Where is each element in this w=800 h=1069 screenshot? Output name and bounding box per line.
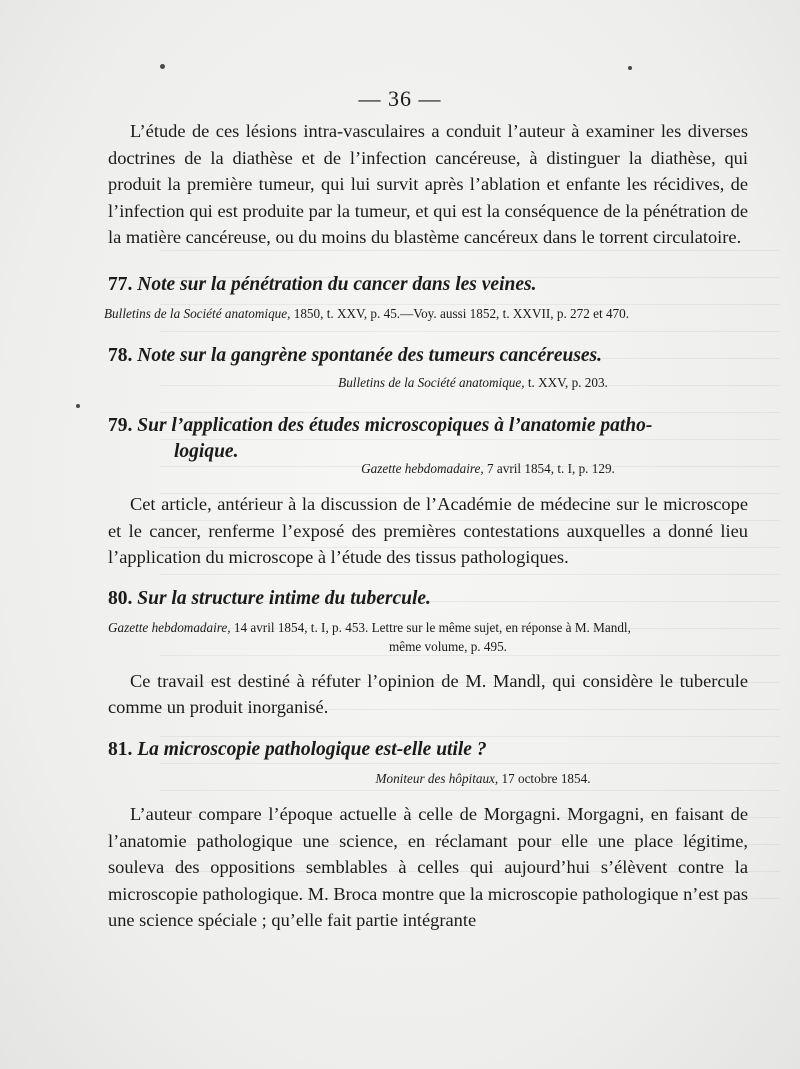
entry-number: 80.: [108, 587, 133, 609]
entry-reference: [108, 769, 748, 788]
entry-title-text: Note sur la pénétration du cancer dans les veines.: [137, 273, 537, 295]
entry-title-text: Sur la structure intime du tubercule.: [137, 587, 431, 609]
entry-title: [108, 586, 748, 612]
reference-details: 14 avril 1854, t. I, p. 453. Lettre sur le même sujet, en réponse à M. Mandl,: [230, 619, 631, 635]
entry-description: Cet article, antérieur à la discussion de l’Académie de médecine sur le microscope et le cancer, renferme l’exposé des premières contestations auxquelles a donné lieu l’application du microscope à l’étude des tissus pathologiques.: [108, 493, 748, 568]
entry-title: [108, 343, 748, 369]
journal-name: Moniteur des hôpitaux,: [375, 770, 499, 786]
entry-80: [108, 586, 748, 721]
entry-description: L’auteur compare l’époque actuelle à celle de Morgagni. Morgagni, en faisant de l’anatomie pathologique une science, en réclamant pour elle une place légitime, souleva des oppositions semblables à celles qui aujourd’hui s’élèvent contre la microscopie pathologique. M. Broca montre que la microscopie pathologique n’est pas une science spéciale ; qu’elle fait partie intégrante: [108, 803, 748, 931]
entry-title-text: Sur l’application des études microscopiques à l’anatomie patho-: [137, 414, 653, 436]
ink-speck: [76, 404, 80, 408]
entry-number: 81.: [108, 738, 133, 760]
entry-number: 79.: [108, 414, 133, 436]
entry-description: Ce travail est destiné à réfuter l’opinion de M. Mandl, qui considère le tubercule comme un produit inorganisé.: [108, 670, 748, 718]
ink-speck: [160, 64, 165, 69]
entry-77: [104, 272, 748, 323]
journal-name: Bulletins de la Société anatomique,: [104, 305, 291, 321]
entry-title: [108, 737, 748, 763]
entry-title-continuation: logique.: [174, 440, 239, 462]
page-number: — 36 —: [358, 86, 442, 111]
reference-details: t. XXV, p. 203.: [524, 374, 608, 390]
entry-title: [108, 413, 748, 465]
entry-reference: [108, 373, 748, 392]
entry-title-text: La microscopie pathologique est-elle utile ?: [137, 738, 487, 760]
reference-details: 7 avril 1854, t. I, p. 129.: [483, 460, 615, 476]
entry-reference-continuation: même volume, p. 495.: [389, 638, 507, 654]
entry-number: 77.: [108, 273, 133, 295]
entry-78: [108, 343, 748, 392]
ink-speck: [628, 66, 632, 70]
entry-reference: [108, 618, 748, 637]
intro-paragraph: L’étude de ces lésions intra-vasculaires a conduit l’auteur à examiner les diverses doctrines de la diathèse et de l’infection cancéreuse, à distinguer la diathèse, qui produit la première tumeur, qui lui survit après l’ablation et enfante les récidives, de l’infection qui est produite par la tumeur, et qui est la conséquence de la pénétration de la matière cancéreuse, ou du moins du blastème cancéreux dans le torrent circulatoire.: [108, 121, 748, 248]
reference-details: 17 octobre 1854.: [498, 770, 591, 786]
entry-79: [108, 413, 748, 571]
entry-81: [108, 737, 748, 934]
entry-number: 78.: [108, 344, 133, 366]
entry-reference: [104, 304, 748, 323]
journal-name: Gazette hebdomadaire,: [108, 619, 231, 635]
journal-name: Gazette hebdomadaire,: [361, 460, 484, 476]
journal-name: Bulletins de la Société anatomique,: [338, 374, 525, 390]
page-content: [104, 118, 748, 934]
reference-details: 1850, t. XXV, p. 45.—Voy. aussi 1852, t. XXVII, p. 272 et 470.: [290, 305, 630, 321]
entry-title: [108, 272, 748, 298]
entry-title-text: Note sur la gangrène spontanée des tumeurs cancéreuses.: [137, 344, 603, 366]
